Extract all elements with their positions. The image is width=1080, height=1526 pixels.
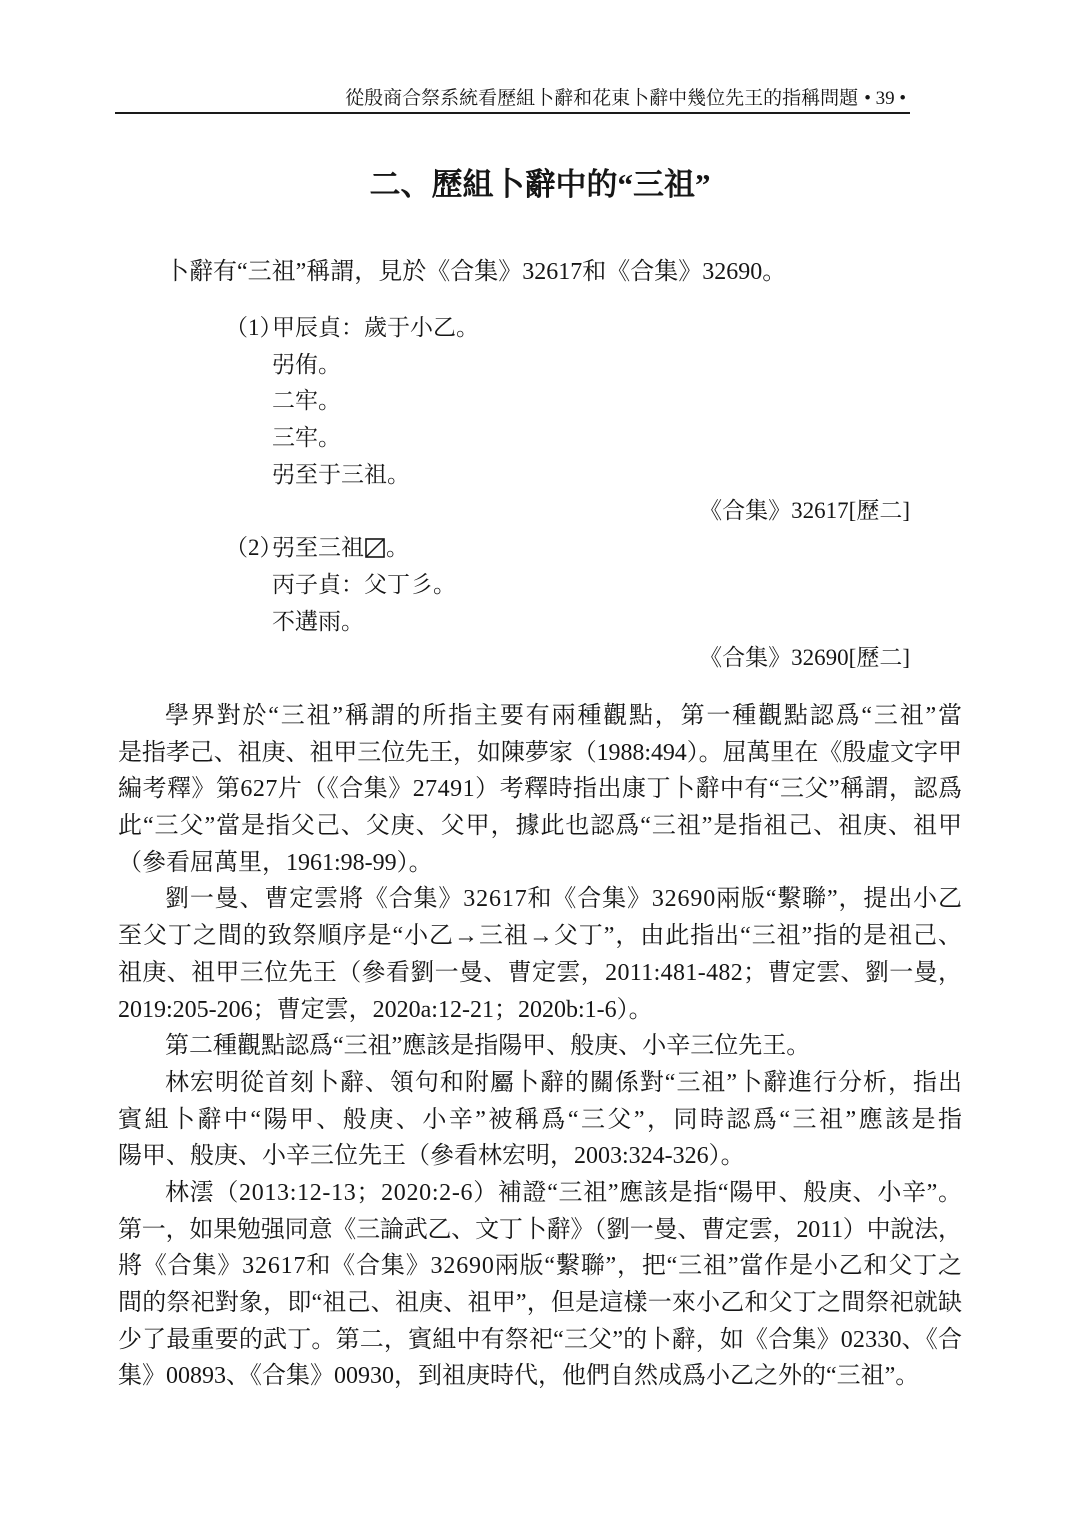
body-line-text: 祖庚、祖甲三位先王（參看劉一曼、曹定雲，2011:481-482；曹定雲、劉一曼， xyxy=(118,959,963,986)
body-line xyxy=(118,881,962,918)
paragraph xyxy=(118,1028,962,1065)
example-line-text: 。 xyxy=(386,535,409,561)
body-line-text: 集》00893、《合集》00930，到祖庚時代，他們自然成爲小乙之外的“三祖”。 xyxy=(118,1363,920,1390)
example-line-text: 丙子貞：父丁彡。 xyxy=(272,571,456,597)
example-source-text: 《合集》32617[歷二] xyxy=(699,498,910,524)
example-line-text: 不遘雨。 xyxy=(272,608,364,634)
body-line-text: 賓組卜辭中“陽甲、般庚、小辛”被稱爲“三父”，同時認爲“三祖”應該是指 xyxy=(118,1106,965,1133)
section-title: 二、歷組卜辭中的“三祖” xyxy=(369,167,711,202)
body-line-text: 間的祭祀對象，即“祖己、祖庚、祖甲”，但是這樣一來小乙和父丁之間祭祀就缺 xyxy=(118,1290,963,1316)
body-line xyxy=(118,845,962,882)
running-title: 從殷商合祭系統看歷組卜辭和花東卜辭中幾位先王的指稱問題 xyxy=(345,88,859,109)
body-line-text: 第一，如果勉强同意《三論武乙、文丁卜辭》（劉一曼、曹定雲，2011）中說法， xyxy=(118,1216,962,1243)
paragraph xyxy=(118,1175,962,1395)
body-line-text: 2019:205-206；曹定雲，2020a:12-21；2020b:1-6）。 xyxy=(118,996,653,1023)
example-line xyxy=(225,347,910,384)
example-line-text: 弜侑。 xyxy=(272,351,341,377)
body-text xyxy=(118,698,965,1395)
body-line xyxy=(118,918,962,955)
body-line xyxy=(118,1212,962,1249)
body-line xyxy=(118,1358,962,1395)
running-head xyxy=(115,86,910,114)
body-line xyxy=(118,1028,962,1065)
page-number: • 39 • xyxy=(864,88,906,109)
example-source xyxy=(225,640,910,677)
inscription-examples xyxy=(225,310,910,677)
intro-line xyxy=(118,254,962,291)
body-line xyxy=(118,1248,962,1285)
body-line xyxy=(118,992,962,1029)
example-line xyxy=(225,457,910,494)
body-line-text: 第二種觀點認爲“三祖”應該是指陽甲、般庚、小辛三位先王。 xyxy=(165,1033,811,1060)
body-line-text: 劉一曼、曹定雲將《合集》32617和《合集》32690兩版“繫聯”，提出小乙 xyxy=(165,886,963,913)
body-line xyxy=(118,1175,962,1212)
body-line-text: 陽甲、般庚、小辛三位先王（參看林宏明，2003:324-326）。 xyxy=(118,1143,745,1170)
example-line xyxy=(225,383,910,420)
body-line-text: 少了最重要的武丁。第二，賓組中有祭祀“三父”的卜辭，如《合集》02330、《合 xyxy=(118,1326,963,1353)
example-line-text: 弜至三祖 xyxy=(272,535,364,561)
example-line xyxy=(225,310,910,347)
body-line xyxy=(118,771,962,808)
example-line-text: 甲辰貞：歲于小乙。 xyxy=(272,315,479,340)
example-source-text: 《合集》32690[歷二] xyxy=(699,645,910,671)
unidentified-character-icon xyxy=(365,533,385,570)
body-line-text: 至父丁之間的致祭順序是“小乙→三祖→父丁”，由此指出“三祖”指的是祖己、 xyxy=(118,923,963,950)
example-source xyxy=(225,493,910,530)
example-line xyxy=(225,530,910,567)
body-line-text: 林澐（2013:12-13；2020:2-6）補證“三祖”應該是指“陽甲、般庚、小辛”。 xyxy=(165,1179,963,1206)
body-line xyxy=(118,1065,962,1102)
paragraph xyxy=(118,881,962,1028)
body-line-text: 是指孝己、祖庚、祖甲三位先王，如陳夢家（1988:494）。屈萬里在《殷虛文字甲 xyxy=(118,739,962,766)
example-label: （2） xyxy=(225,535,283,561)
example-label: （1） xyxy=(225,315,283,340)
body-line-text: 此“三父”當是指父己、父庚、父甲，據此也認爲“三祖”是指祖己、祖庚、祖甲 xyxy=(118,813,963,840)
body-line-text: 林宏明從首刻卜辭、領句和附屬卜辭的關係對“三祖”卜辭進行分析，指出 xyxy=(165,1069,963,1096)
paragraph xyxy=(118,698,962,881)
body-line xyxy=(118,698,962,735)
body-line-text: 編考釋》第627片（《合集》27491）考釋時指出康丁卜辭中有“三父”稱謂，認爲 xyxy=(118,776,963,803)
body-line-text: 學界對於“三祖”稱謂的所指主要有兩種觀點，第一種觀點認爲“三祖”當 xyxy=(165,703,964,729)
body-line xyxy=(118,808,962,845)
example-line xyxy=(225,567,910,604)
example-line-text: 三牢。 xyxy=(272,425,341,451)
body-line-text: 將《合集》32617和《合集》32690兩版“繫聯”，把“三祖”當作是小乙和父丁之 xyxy=(118,1253,963,1280)
example-line-text: 弜至于三祖。 xyxy=(272,461,410,487)
body-line xyxy=(118,735,962,772)
body-line xyxy=(118,955,962,992)
body-line xyxy=(118,1102,965,1139)
example-line xyxy=(225,604,910,641)
body-line xyxy=(118,1138,962,1175)
example-line xyxy=(225,420,910,457)
example-line-text: 二牢。 xyxy=(272,388,341,414)
paragraph xyxy=(118,1065,965,1175)
intro-text: 卜辭有“三祖”稱謂，見於《合集》32617和《合集》32690。 xyxy=(165,259,787,285)
body-line xyxy=(118,1285,962,1322)
body-line-text: （參看屈萬里，1961:98-99）。 xyxy=(118,849,433,876)
body-line xyxy=(118,1322,962,1359)
